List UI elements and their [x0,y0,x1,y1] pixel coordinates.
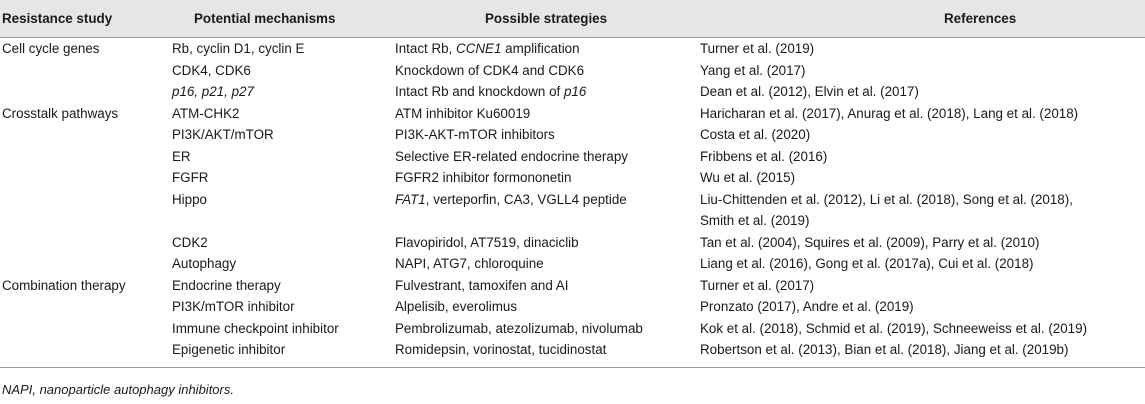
table-row [0,275,1145,297]
cell-possible-strategy [393,103,698,125]
cell-resistance-study [0,318,170,340]
cell-resistance-study [0,189,170,232]
cell-resistance-study: Crosstalk pathways [2,105,119,121]
references-line: Fribbens et al. (2016) [700,148,828,164]
table-row [0,146,1145,168]
table-header-row [0,0,1145,38]
cell-references [698,318,1145,340]
strategy-text: FGFR2 inhibitor formononetin [395,170,572,185]
cell-potential-mechanism: ATM-CHK2 [172,105,240,121]
table-body [0,38,1145,368]
cell-references [698,103,1145,125]
cell-resistance-study [0,167,170,189]
references-line: Dean et al. (2012), Elvin et al. (2017) [700,84,919,99]
strategy-text-cont: amplification [501,41,580,56]
strategy-gene-italic: FAT1 [395,191,426,207]
table-row [0,232,1145,254]
cell-potential-mechanism: CDK2 [172,234,208,250]
strategy-text: Knockdown of CDK4 and CDK6 [395,62,585,78]
references-line: Turner et al. (2017) [700,277,815,293]
cell-references [698,38,1145,60]
table-row [0,253,1145,275]
table-row [0,60,1145,82]
strategy-text: Intact Rb and knockdown of [395,84,564,99]
cell-references [698,124,1145,146]
cell-references [698,339,1145,367]
cell-references [698,189,1145,232]
references-line: Liang et al. (2016), Gong et al. (2017a), Cui et al. (2018) [700,256,1034,271]
references-line: Kok et al. (2018), Schmid et al. (2019), Schneeweiss et al. (2019) [700,320,1088,336]
cell-references [698,275,1145,297]
cell-potential-mechanism: Epigenetic inhibitor [172,342,286,357]
table-row [0,124,1145,146]
cell-references [698,146,1145,168]
cell-references [698,60,1145,82]
references-line: Turner et al. (2019) [700,41,815,56]
cell-possible-strategy [393,253,698,275]
cell-potential-mechanism: ER [172,148,191,164]
cell-potential-mechanism: CDK4, CDK6 [172,62,251,78]
strategy-text: PI3K-AKT-mTOR inhibitors [395,127,555,142]
header-potential-mechanisms: Potential mechanisms [170,0,393,38]
references-line: Robertson et al. (2013), Bian et al. (2018), Jiang et al. (2019b) [700,342,1069,357]
cell-resistance-study: Combination therapy [2,277,126,293]
cell-possible-strategy [393,146,698,168]
cell-resistance-study [0,232,170,254]
strategy-text: Pembrolizumab, atezolizumab, nivolumab [395,320,643,336]
header-resistance-study: Resistance study [0,0,170,38]
cell-references [698,81,1145,103]
strategy-text-cont: , verteporfin, CA3, VGLL4 peptide [425,191,627,207]
cell-resistance-study [0,339,170,367]
cell-potential-mechanism: Hippo [172,191,207,207]
strategy-text: Alpelisib, everolimus [395,299,518,314]
cell-resistance-study [0,124,170,146]
header-possible-strategies: Possible strategies [393,0,698,38]
strategy-text: Intact Rb, [395,41,457,56]
table-row [0,167,1145,189]
table-row [0,339,1145,367]
table-row [0,103,1145,125]
strategy-gene-italic: p16 [563,84,587,99]
strategy-text: Selective ER-related endocrine therapy [395,148,628,164]
cell-potential-mechanism: p16, p21, p27 [172,84,254,99]
references-line: Costa et al. (2020) [700,127,811,142]
cell-potential-mechanism: PI3K/AKT/mTOR [172,127,274,142]
table-row [0,318,1145,340]
table-row [0,189,1145,232]
cell-possible-strategy [393,189,698,232]
cell-resistance-study [0,253,170,275]
cell-potential-mechanism: FGFR [172,170,209,185]
table-row [0,296,1145,318]
cell-possible-strategy [393,339,698,367]
cell-possible-strategy [393,232,698,254]
cell-references [698,167,1145,189]
cell-resistance-study: Cell cycle genes [2,41,100,56]
references-line: Yang et al. (2017) [700,62,806,78]
cell-possible-strategy [393,60,698,82]
table-row [0,38,1145,60]
cell-possible-strategy [393,38,698,60]
cell-references [698,232,1145,254]
strategy-text: Fulvestrant, tamoxifen and AI [395,277,569,293]
cell-possible-strategy [393,296,698,318]
references-line: Haricharan et al. (2017), Anurag et al. (2018), Lang et al. (2018) [700,105,1079,121]
table-row [0,81,1145,103]
cell-resistance-study [0,146,170,168]
strategy-text: Flavopiridol, AT7519, dinaciclib [395,234,579,250]
cell-possible-strategy [393,81,698,103]
cell-potential-mechanism: PI3K/mTOR inhibitor [172,299,295,314]
cell-resistance-study [0,81,170,103]
cell-potential-mechanism: Immune checkpoint inhibitor [172,320,339,336]
cell-resistance-study [0,60,170,82]
references-line: Pronzato (2017), Andre et al. (2019) [700,299,914,314]
header-references: References [698,0,1145,38]
cell-resistance-study [0,296,170,318]
references-line: Tan et al. (2004), Squires et al. (2009), Parry et al. (2010) [700,234,1040,250]
cell-potential-mechanism: Autophagy [172,256,237,271]
strategy-text: NAPI, ATG7, chloroquine [395,256,544,271]
cell-potential-mechanism: Endocrine therapy [172,277,281,293]
references-line: Wu et al. (2015) [700,170,796,185]
cell-potential-mechanism: Rb, cyclin D1, cyclin E [172,41,305,56]
cell-references [698,253,1145,275]
cell-references [698,296,1145,318]
table-footnote: NAPI, nanoparticle autophagy inhibitors. [2,381,234,397]
cell-possible-strategy [393,318,698,340]
cell-possible-strategy [393,167,698,189]
cell-possible-strategy [393,275,698,297]
references-line: Liu-Chittenden et al. (2012), Li et al. (2018), Song et al. (2018), [700,191,1073,207]
strategy-text: Romidepsin, vorinostat, tucidinostat [395,342,607,357]
strategy-text: ATM inhibitor Ku60019 [395,105,531,121]
cell-possible-strategy [393,124,698,146]
strategy-gene-italic: CCNE1 [456,41,502,56]
references-line-continued: Smith et al. (2019) [700,213,810,228]
